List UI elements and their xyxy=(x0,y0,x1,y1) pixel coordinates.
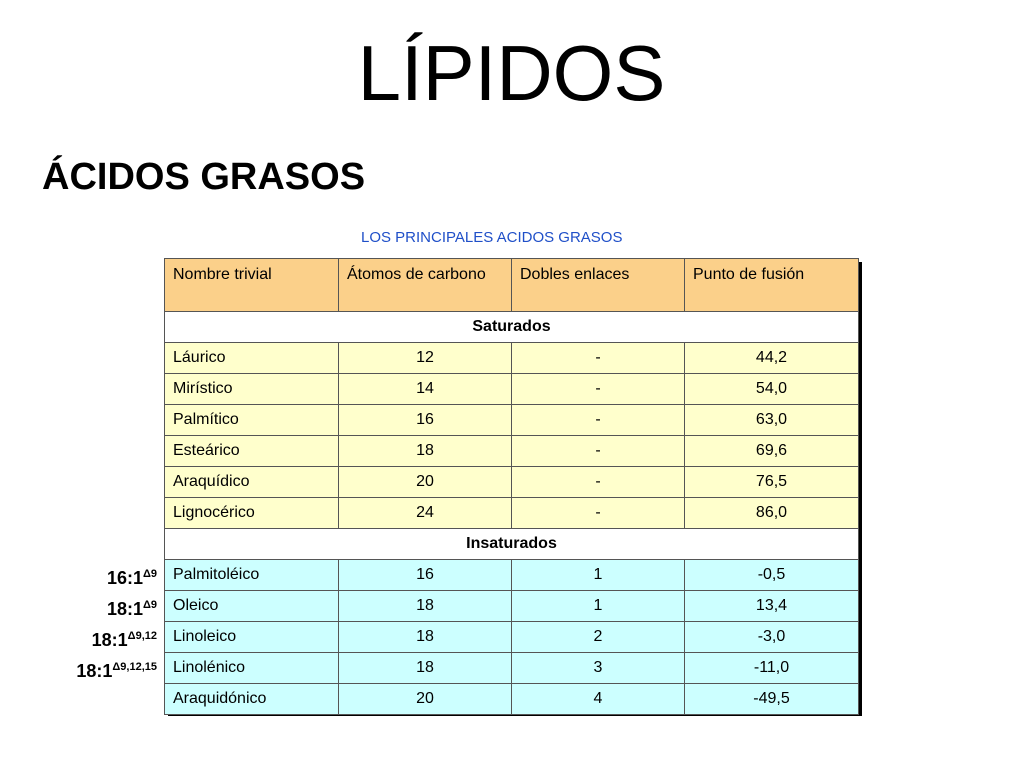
cell-name: Palmitoléico xyxy=(165,560,339,591)
cell-double-bonds: - xyxy=(512,374,685,405)
cell-carbons: 14 xyxy=(339,374,512,405)
cell-name: Mirístico xyxy=(165,374,339,405)
header-cell-carbons: Átomos de carbono xyxy=(339,259,512,312)
table-row xyxy=(165,343,859,374)
cell-carbons: 24 xyxy=(339,498,512,529)
header-cell-melting-point: Punto de fusión xyxy=(685,259,859,312)
table-row xyxy=(165,405,859,436)
section-label: Insaturados xyxy=(165,529,859,560)
cell-double-bonds: 4 xyxy=(512,684,685,715)
table-caption: LOS PRINCIPALES ACIDOS GRASOS xyxy=(361,229,623,246)
table-row xyxy=(165,653,859,684)
cell-melting-point: -49,5 xyxy=(685,684,859,715)
cell-carbons: 18 xyxy=(339,591,512,622)
notation-delta: Δ9 xyxy=(142,568,157,580)
notation-palmitoleic xyxy=(107,568,157,588)
cell-melting-point: 69,6 xyxy=(685,436,859,467)
cell-melting-point: 86,0 xyxy=(685,498,859,529)
cell-melting-point: -11,0 xyxy=(685,653,859,684)
cell-name: Araquidónico xyxy=(165,684,339,715)
cell-name: Linoleico xyxy=(165,622,339,653)
notation-linolenic xyxy=(76,661,157,681)
cell-name: Lignocérico xyxy=(165,498,339,529)
header-cell-double-bonds: Dobles enlaces xyxy=(512,259,685,312)
cell-double-bonds: 1 xyxy=(512,591,685,622)
section-row-unsaturated xyxy=(165,529,859,560)
table-row xyxy=(165,436,859,467)
notation-delta: Δ9,12 xyxy=(127,630,157,642)
notation-delta: Δ9,12,15 xyxy=(112,661,157,673)
cell-carbons: 12 xyxy=(339,343,512,374)
cell-carbons: 16 xyxy=(339,405,512,436)
cell-double-bonds: - xyxy=(512,467,685,498)
cell-name: Linolénico xyxy=(165,653,339,684)
cell-melting-point: 63,0 xyxy=(685,405,859,436)
notation-base: 18:1 xyxy=(91,630,128,650)
cell-carbons: 16 xyxy=(339,560,512,591)
cell-double-bonds: - xyxy=(512,405,685,436)
notation-base: 18:1 xyxy=(106,599,143,619)
table-row xyxy=(165,560,859,591)
cell-carbons: 18 xyxy=(339,653,512,684)
header-cell-name: Nombre trivial xyxy=(165,259,339,312)
table-row xyxy=(165,498,859,529)
notation-oleic xyxy=(107,599,157,619)
table-row xyxy=(165,374,859,405)
cell-melting-point: 13,4 xyxy=(685,591,859,622)
cell-melting-point: 44,2 xyxy=(685,343,859,374)
page-title: LÍPIDOS xyxy=(357,29,666,117)
cell-name: Oleico xyxy=(165,591,339,622)
notation-delta: Δ9 xyxy=(142,599,157,611)
header-row xyxy=(165,259,859,312)
cell-name: Esteárico xyxy=(165,436,339,467)
cell-carbons: 18 xyxy=(339,622,512,653)
cell-melting-point: -0,5 xyxy=(685,560,859,591)
cell-double-bonds: - xyxy=(512,436,685,467)
cell-carbons: 20 xyxy=(339,684,512,715)
section-subtitle: ÁCIDOS GRASOS xyxy=(42,156,366,198)
table-row xyxy=(165,467,859,498)
cell-melting-point: 54,0 xyxy=(685,374,859,405)
section-label: Saturados xyxy=(165,312,859,343)
cell-double-bonds: - xyxy=(512,498,685,529)
fatty-acids-table xyxy=(164,258,859,715)
cell-name: Palmítico xyxy=(165,405,339,436)
cell-carbons: 20 xyxy=(339,467,512,498)
cell-carbons: 18 xyxy=(339,436,512,467)
cell-double-bonds: - xyxy=(512,343,685,374)
notation-base: 16:1 xyxy=(106,568,143,588)
cell-melting-point: -3,0 xyxy=(685,622,859,653)
cell-double-bonds: 1 xyxy=(512,560,685,591)
cell-double-bonds: 2 xyxy=(512,622,685,653)
cell-name: Araquídico xyxy=(165,467,339,498)
section-row-saturated xyxy=(165,312,859,343)
table-row xyxy=(165,684,859,715)
cell-name: Láurico xyxy=(165,343,339,374)
table-row xyxy=(165,622,859,653)
cell-double-bonds: 3 xyxy=(512,653,685,684)
notation-base: 18:1 xyxy=(76,661,113,681)
cell-melting-point: 76,5 xyxy=(685,467,859,498)
notation-linoleic xyxy=(92,630,157,650)
table-row xyxy=(165,591,859,622)
